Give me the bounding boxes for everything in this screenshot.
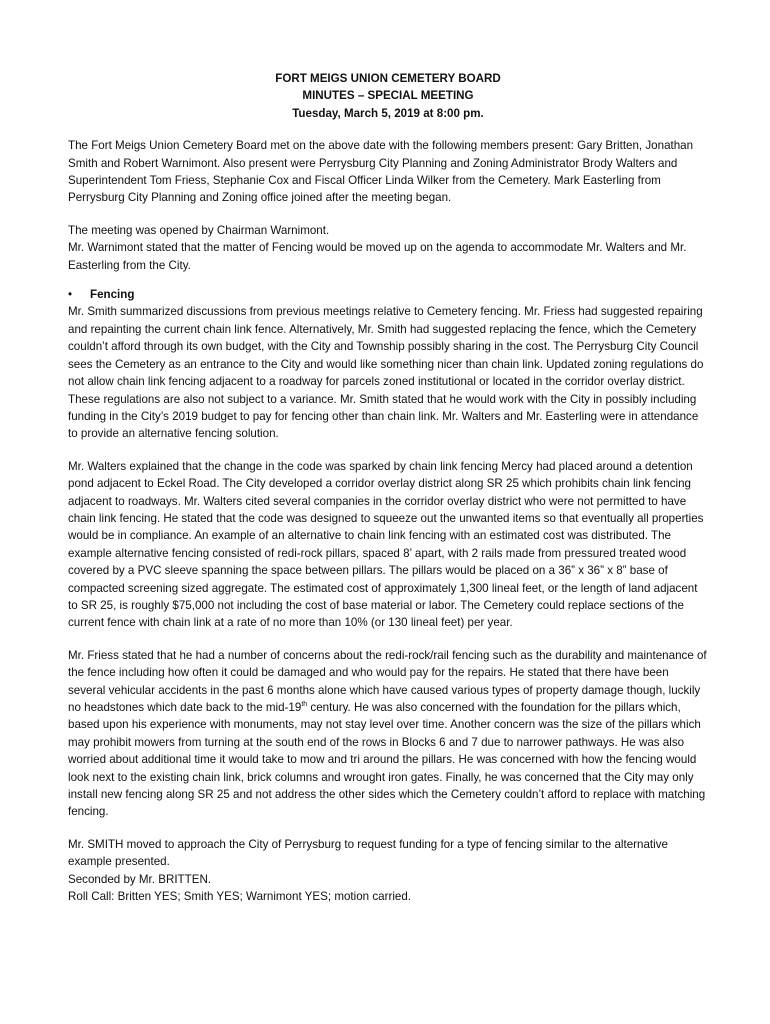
friess-text-part2: century. He was also concerned with the foundation for the pillars which, based upon his experience with monuments, may not stay level over time. Another concern was the size of the pillars which may prohibit mowers from turning at the south end of the rows in Blocks 6 and 7 due to narrower pathways. He was also worried about additional time it would take to mow and tri around the pillars. He was concerned with how the fencing would look next to the existing chain link, brick columns and wrought iron gates. Finally, he was concerned that the City may only install new fencing along SR 25 and not address the other sides which the Cemetery couldn’t afford to replace with matching fencing. [68, 701, 706, 819]
friess-text-part1: Mr. Friess stated that he had a number of concerns about the redi-rock/rail fencing such as the durability and maintenance of the fence including how often it could be damaged and who would pay for the repairs. He stated that there have been several vehicular accidents in the past 6 months alone which have caused various types of property damage though, luckily no headstones which date back to the mid-19 [68, 648, 707, 714]
minutes-title: MINUTES – SPECIAL MEETING [302, 89, 474, 103]
roll-call-paragraph: Roll Call: Britten YES; Smith YES; Warnimont YES; motion carried. [68, 890, 412, 904]
fencing-heading [68, 286, 708, 303]
seconded-paragraph: Seconded by Mr. BRITTEN. [68, 872, 212, 886]
intro-paragraph: The Fort Meigs Union Cemetery Board met on the above date with the following members present: Gary Britten, Jonathan Smith and Robert Warnimont. Also present were Perrysburg City Planning and Zoning Administrator Brody Walters and Superintendent Tom Friess, Stephanie Cox and Fiscal Officer Linda Wilker from the Cemetery. Mark Easterling from Perrysburg City Planning and Zoning office joined after the meeting began. [68, 139, 694, 205]
opened-paragraph: The meeting was opened by Chairman Warnimont. [68, 223, 330, 237]
smith-summary-paragraph: Mr. Smith summarized discussions from previous meetings relative to Cemetery fencing. Mr. Friess had suggested repairing and repainting the current chain link fence. Alternatively, Mr. Smith had suggested replacing the fence, which the Cemetery couldn’t afford through its own budget, with the City and Township possibly sharing in the cost. The Perrysburg City Council sees the Cemetery as an entrance to the City and would like something nicer than chain link. Updated zoning regulations do not allow chain link fencing adjacent to a roadway for parcels zoned institutional or located in the corridor overlay district. These regulations are also not subject to a variance. Mr. Smith stated that he would work with the City in possibly including funding in the City’s 2019 budget to pay for fencing other than chain link. Mr. Walters and Mr. Easterling were in attendance to provide an alternative fencing solution. [68, 305, 704, 441]
board-title: FORT MEIGS UNION CEMETERY BOARD [275, 72, 501, 85]
motion-paragraph: Mr. SMITH moved to approach the City of Perrysburg to request funding for a type of fencing similar to the alternative example presented. [68, 837, 668, 869]
ordinal-superscript: th [301, 701, 308, 709]
bullet-icon: • [68, 288, 73, 302]
walters-paragraph: Mr. Walters explained that the change in the code was sparked by chain link fencing Mercy had placed around a detention pond adjacent to Eckel Road. The City developed a corridor overlay district along SR 25 which prohibits chain link fencing adjacent to roadways. Mr. Walters cited several companies in the corridor overlay district who were not permitted to have chain link fencing. He stated that the code was designed to squeeze out the unwanted items so that eventually all properties would be in compliance. An example of an alternative to chain link fencing with an estimated cost was distributed. The example alternative fencing consisted of redi-rock pillars, spaced 8’ apart, with 2 rails made from pressured treated wood covered by a PVC sleeve spanning the space between pillars. The pillars would be placed on a 36” x 36” x 8” base of compacted screening sized aggregate. The estimated cost of approximately 1,300 lineal feet, or the length of land adjacent to SR 25, is roughly $75,000 not including the cost of base material or labor. The Cemetery could replace sections of the current fence with chain link at a rate of no more than 10% (or 130 lineal feet) per year. [68, 459, 704, 630]
meeting-date: Tuesday, March 5, 2019 at 8:00 pm. [292, 106, 484, 120]
friess-paragraph [68, 647, 708, 821]
document-header [68, 70, 708, 122]
document-body [68, 70, 708, 905]
agenda-paragraph: Mr. Warnimont stated that the matter of Fencing would be moved up on the agenda to accommodate Mr. Walters and Mr. Easterling from the City. [68, 241, 687, 272]
fencing-heading-label: Fencing [90, 288, 135, 302]
